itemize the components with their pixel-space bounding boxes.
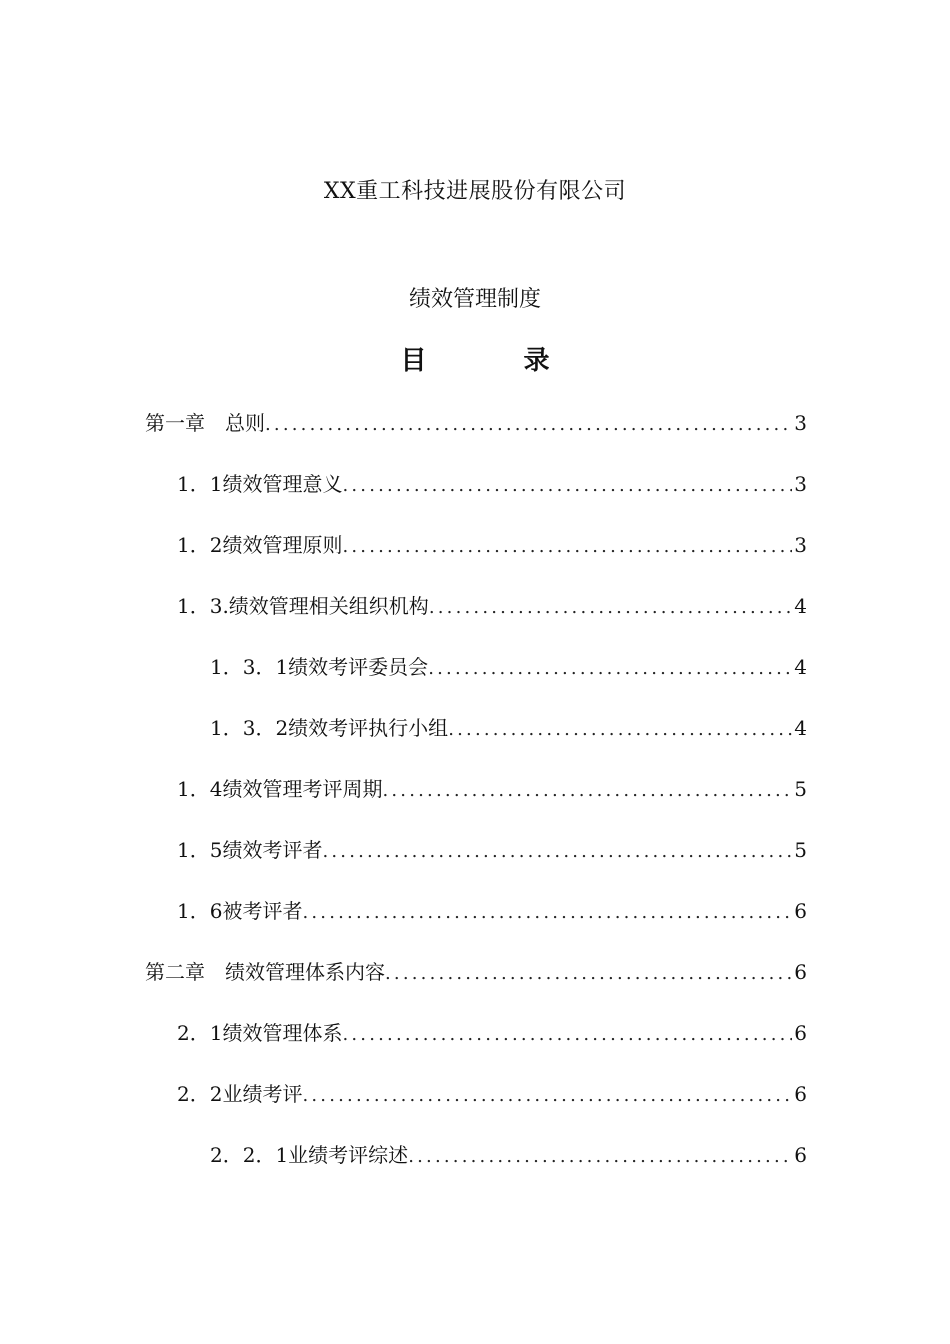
- dot-leader: [302, 1079, 792, 1113]
- toc-entry-title: 1．2绩效管理原则: [177, 533, 343, 557]
- toc-entry: [177, 833, 807, 867]
- toc-page-number: 3: [794, 472, 807, 496]
- toc-entry-title: 1．3．2绩效考评执行小组: [210, 716, 449, 740]
- toc-page-number: 6: [794, 1082, 807, 1106]
- toc-entry: [177, 589, 807, 623]
- toc-page-number: 5: [794, 838, 807, 862]
- dot-leader: [382, 774, 792, 808]
- dot-leader: [322, 835, 792, 869]
- dot-leader: [385, 957, 792, 991]
- dot-leader: [428, 652, 792, 686]
- dot-leader: [448, 713, 792, 747]
- toc-entry: [177, 772, 807, 806]
- toc-entry: [177, 1016, 807, 1050]
- toc-entry: [177, 528, 807, 562]
- toc-page-number: 6: [794, 1143, 807, 1167]
- toc-entry-title: 2．2业绩考评: [177, 1082, 303, 1106]
- toc-page-number: 4: [794, 716, 807, 740]
- dot-leader: [302, 896, 792, 930]
- toc-entry: [177, 894, 807, 928]
- toc-entry-title: 1．6被考评者: [177, 899, 303, 923]
- dot-leader: [342, 469, 792, 503]
- toc-entry: [210, 650, 807, 684]
- dot-leader: [429, 591, 792, 625]
- toc-entry-title: 2．2．1业绩考评综述: [210, 1143, 409, 1167]
- toc-entry: [177, 467, 807, 501]
- toc-entry: [210, 1138, 807, 1172]
- toc-heading: 目 录: [400, 346, 594, 376]
- toc-page-number: 6: [794, 1021, 807, 1045]
- toc-entry-title: 第二章 绩效管理体系内容: [145, 960, 385, 984]
- toc-entry: [145, 955, 807, 989]
- company-title: XX重工科技进展股份有限公司: [323, 179, 627, 204]
- document-title: 绩效管理制度: [408, 287, 541, 312]
- dot-leader: [265, 408, 792, 442]
- toc-entry-title: 第一章 总则: [145, 411, 265, 435]
- dot-leader: [408, 1140, 792, 1174]
- toc-entry-title: 1．3．1绩效考评委员会: [210, 655, 429, 679]
- toc-entry-title: 1．4绩效管理考评周期: [177, 777, 383, 801]
- toc-page-number: 6: [794, 960, 807, 984]
- toc-entry-title: 1．3.绩效管理相关组织机构: [177, 594, 429, 618]
- toc-page-number: 6: [794, 899, 807, 923]
- toc-entry-title: 1．5绩效考评者: [177, 838, 323, 862]
- toc-page-number: 4: [794, 594, 807, 618]
- toc-page-number: 4: [794, 655, 807, 679]
- toc-entry: [210, 711, 807, 745]
- toc-page-number: 5: [794, 777, 807, 801]
- toc-entry-title: 1．1绩效管理意义: [177, 472, 343, 496]
- dot-leader: [342, 530, 792, 564]
- toc-page-number: 3: [794, 533, 807, 557]
- toc-entry: [177, 1077, 807, 1111]
- dot-leader: [342, 1018, 792, 1052]
- toc-entry: [145, 406, 807, 440]
- toc-entry-title: 2．1绩效管理体系: [177, 1021, 343, 1045]
- toc-page-number: 3: [794, 411, 807, 435]
